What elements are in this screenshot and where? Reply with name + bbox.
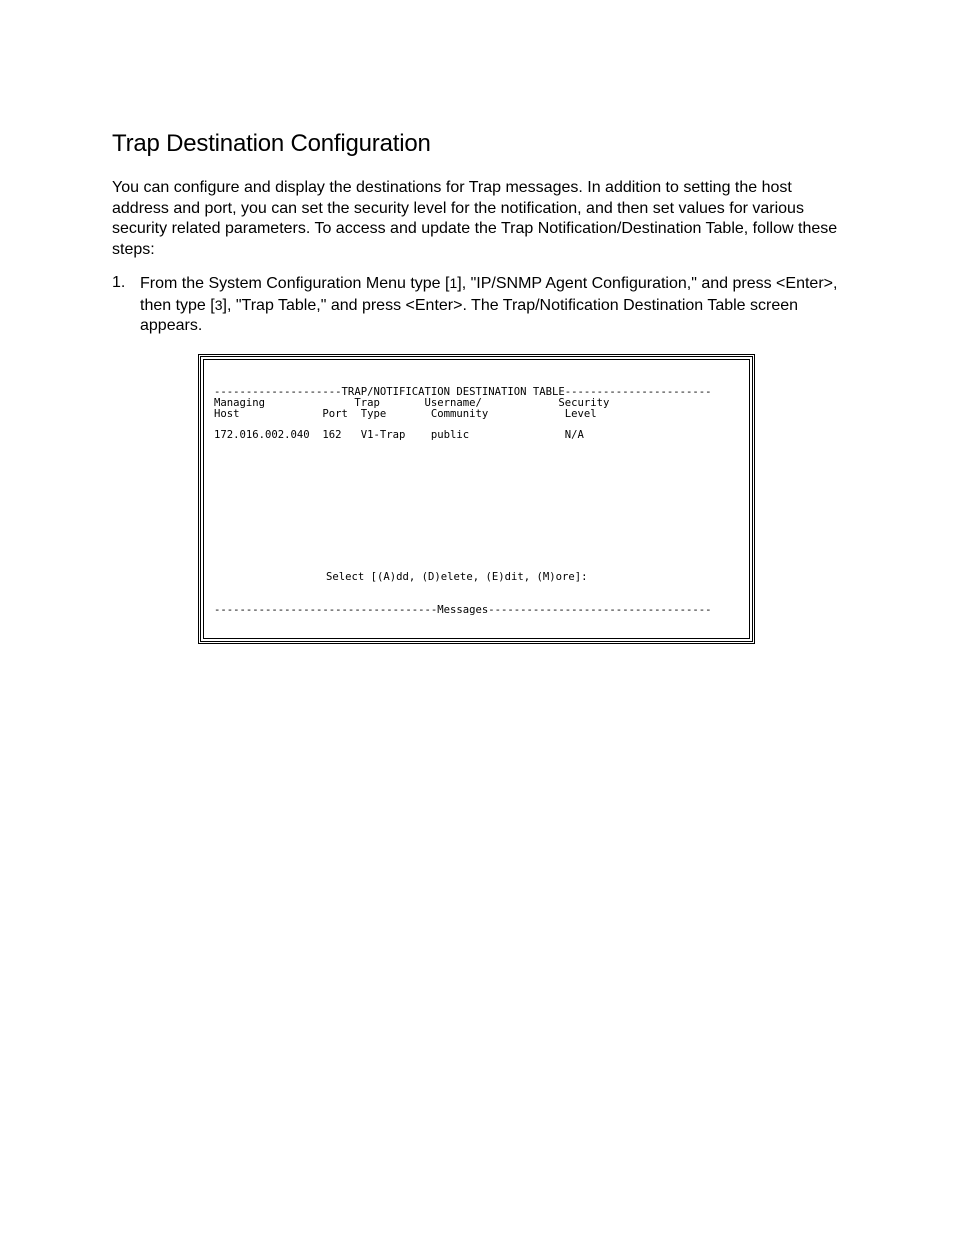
table-header-line-2: Host Port Type Community Level (214, 408, 597, 420)
section-heading: Trap Destination Configuration (112, 130, 431, 157)
table-row: 172.016.002.040 162 V1-Trap public N/A (214, 429, 584, 441)
table-header-line-1: Managing Trap Username/ Security (214, 397, 610, 409)
command-prompt: Select [(A)dd, (D)elete, (E)dit, (M)ore]: (326, 571, 588, 583)
menu-key-1: 1 (449, 275, 458, 291)
terminal-screenshot (198, 354, 755, 644)
intro-paragraph: You can configure and display the destinations for Trap messages. In addition to setting the host address and port, you can set the security level for the notification, and then set values for various security related parameters. To access and update the Trap Notification/Destination Table, follow these steps: (112, 179, 838, 258)
menu-key-3: 3 (214, 296, 223, 313)
messages-line: -----------------------------------Messages----------------------------------- (214, 604, 712, 616)
step-text: From the System Configuration Menu type [1], "IP/SNMP Agent Configuration," and press <Enter>, then type [3], "Trap Table," and press <Enter>. The Trap/Notification Destination Table screen appears. (140, 275, 838, 334)
step-number: 1. (112, 274, 126, 291)
terminal-title-line: --------------------TRAP/NOTIFICATION DESTINATION TABLE----------------------- (214, 386, 712, 398)
terminal-inner-frame (203, 359, 750, 639)
